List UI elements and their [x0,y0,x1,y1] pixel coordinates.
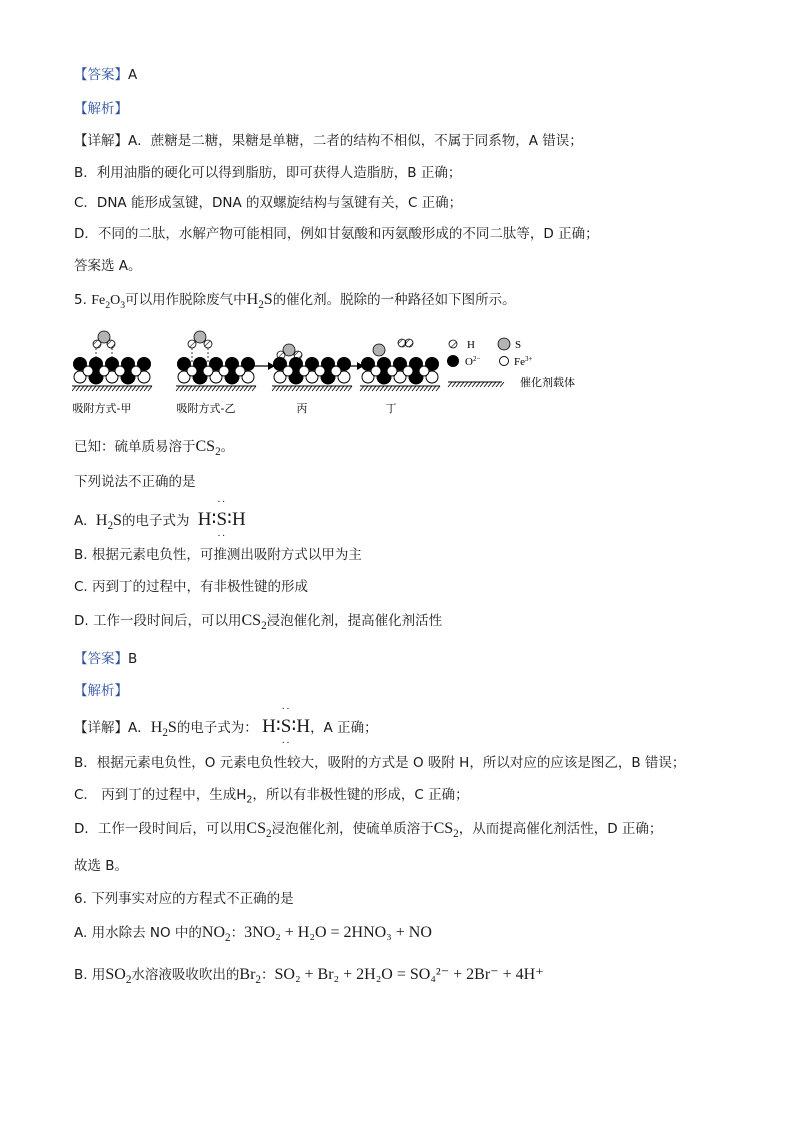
legend-fe-label: $Fe^{3+}$ [514,355,533,368]
support-hatch [212,386,216,391]
detail-tag: 【详解】 [74,133,128,149]
lattice-jia [72,331,152,391]
support-hatch [436,386,440,391]
answer-value: A [128,67,138,83]
support-hatch [452,382,456,387]
q5-detail-b: B．根据元素电负性，O 元素电负性较大，吸附的方式是 O 吸附 H，所以对应的应该是图乙，B 错误； [74,755,686,771]
support-hatch [200,386,204,391]
support-hatch [388,386,392,391]
support-hatch [140,386,144,391]
support-hatch [92,386,96,391]
question-number: 5. [74,292,87,308]
support-hatch [176,386,180,391]
q5-detail-a: 【详解】A．$H_2S$的电子式为： H∶ ·· S ·· ∶H，A 正确； [74,703,378,749]
iron-ion [131,366,141,376]
q5-option-a: A. $H_2S$的电子式为 H∶ ·· S ·· ∶H [74,496,246,542]
support-hatch [392,386,396,391]
support-hatch [368,386,372,391]
support-hatch [136,386,140,391]
support-hatch [400,386,404,391]
sulfur-atom [373,344,385,356]
support-hatch [196,386,200,391]
support-hatch [432,386,436,391]
support-hatch [204,386,208,391]
support-hatch [420,386,424,391]
legend-support-label: 催化剂载体 [520,376,575,389]
support-hatch [312,386,316,391]
iron-ion [99,366,109,376]
support-hatch [120,386,124,391]
legend-fe-symbol [500,357,509,366]
legend-h-label: H [467,339,475,351]
q5-question: 下列说法不正确的是 [74,474,196,490]
hydrogen-atom [277,351,285,359]
legend-o-symbol [447,355,459,367]
iron-ion [83,366,93,376]
support-hatch [344,386,348,391]
q4-detail-d: D．不同的二肽，水解产物可能相同，例如甘氨酸和丙氨酸形成的不同二肽等，D 正确； [74,226,599,242]
support-hatch [244,386,248,391]
equation-b: SO₂ + Br₂ + 2H₂O = SO₄²⁻ + 2Br⁻ + 4H⁺ [274,966,544,983]
iron-ion [419,366,429,376]
support-hatch [428,386,432,391]
caption-bing: 丙 [296,402,308,415]
support-hatch [408,386,412,391]
iron-ion [403,366,413,376]
q6-option-b: B. 用$SO_2$水溶液吸收吹出的$Br_2$：SO₂ + Br₂ + 2H₂O = SO₄²⁻ + 2Br⁻ + 4H⁺ [74,966,544,987]
q4-detail-a [74,132,583,150]
q5-detail-d: D．工作一段时间后，可以用$CS_2$浸泡催化剂，使硫单质溶于$CS_2$，从而提高催化剂活性，D 正确； [74,820,663,841]
q5-analysis: 【解析】 [74,683,128,699]
support-hatch [280,386,284,391]
q5-known: 已知：硫单质易溶于$CS_2$。 [74,438,235,459]
hydrogen-atom [107,340,115,348]
support-hatch [456,382,460,387]
lattice-yi [176,331,256,391]
support-hatch [416,386,420,391]
q5-conclusion: 故选 B。 [74,858,129,874]
support-hatch [184,386,188,391]
support-hatch [224,386,228,391]
q5-option-c: C. 丙到丁的过程中，有非极性键的形成 [74,579,309,595]
legend-h-symbol [449,340,457,348]
legend-s-label: S [515,339,522,351]
q5-option-b: B. 根据元素电负性，可推测出吸附方式以甲为主 [74,547,362,563]
formula-cs2: $CS_2$ [195,438,221,459]
q4-analysis [74,100,128,118]
support-hatch [472,382,476,387]
q6-option-a: A. 用水除去 NO 中的$NO_2$：3NO₂ + H₂O = 2HNO₃ + NO [74,924,432,945]
q4-answer [74,66,137,84]
support-hatch [124,386,128,391]
lattice-bing [272,344,352,391]
support-hatch [96,386,100,391]
q5-option-d: D. 工作一段时间后，可以用$CS_2$浸泡催化剂，提高催化剂活性 [74,612,443,633]
q4-detail-b: B．利用油脂的硬化可以得到脂肪，即可获得人造脂肪，B 正确； [74,165,462,181]
support-hatch [348,386,352,391]
support-hatch [80,386,84,391]
q5-detail-c: C． 丙到丁的过程中，生成$H_2$，所以有非极性键的形成，C 正确； [74,787,469,806]
legend-support-symbol [448,382,504,387]
support-hatch [320,386,324,391]
support-hatch [496,382,500,387]
equation-a: 3NO₂ + H₂O = 2HNO₃ + NO [244,924,432,941]
sulfur-atom [194,331,206,343]
analysis-tag: 【解析】 [74,101,128,117]
support-hatch [180,386,184,391]
support-hatch [72,386,76,391]
formula-h2s: $H_2S$ [246,291,273,312]
support-hatch [480,382,484,387]
support-hatch [324,386,328,391]
lattice-ding [360,339,440,391]
q4-conclusion: 答案选 A。 [74,258,142,274]
hydrogen-atom [93,340,101,348]
legend [447,338,575,389]
support-hatch [484,382,488,387]
support-hatch [292,386,296,391]
support-hatch [216,386,220,391]
iron-ion [315,366,325,376]
support-hatch [404,386,408,391]
formula-cs2: $CS_2$ [241,612,267,633]
support-hatch [332,386,336,391]
caption-yi: 吸附方式-乙 [176,402,236,415]
support-hatch [364,386,368,391]
support-hatch [188,386,192,391]
iron-ion [299,366,309,376]
stem-text: 的催化剂。脱除的一种路径如下图所示。 [272,292,516,308]
support-hatch [288,386,292,391]
support-hatch [220,386,224,391]
support-hatch [296,386,300,391]
support-hatch [488,382,492,387]
caption-ding: 丁 [385,402,397,415]
formula-h2s: $H_2S$ [150,719,177,740]
support-hatch [132,386,136,391]
support-hatch [84,386,88,391]
support-hatch [248,386,252,391]
support-hatch [300,386,304,391]
iron-ion [371,366,381,376]
support-hatch [272,386,276,391]
support-hatch [88,386,92,391]
support-hatch [340,386,344,391]
hydrogen-atom [294,351,302,359]
support-hatch [336,386,340,391]
answer-tag: 【答案】 [74,67,128,83]
electron-dot-h2s: H∶ ·· S ·· ∶H [262,703,311,749]
support-hatch [276,386,280,391]
support-hatch [252,386,256,391]
support-hatch [76,386,80,391]
formula-h2s: $H_2S$ [95,512,122,533]
support-hatch [228,386,232,391]
support-hatch [372,386,376,391]
support-hatch [304,386,308,391]
support-hatch [460,382,464,387]
q6-stem: 6. 下列事实对应的方程式不正确的是 [74,891,294,907]
support-hatch [240,386,244,391]
support-hatch [316,386,320,391]
pathway-diagram [72,330,612,420]
iron-ion [203,366,213,376]
support-hatch [236,386,240,391]
electron-dot-h2s: H∶ ·· S ·· ∶H [197,496,246,542]
hydrogen-atom [188,340,196,348]
support-hatch [500,382,504,387]
iron-ion [219,366,229,376]
support-hatch [476,382,480,387]
support-hatch [284,386,288,391]
support-hatch [192,386,196,391]
caption-jia: 吸附方式-甲 [72,402,132,415]
support-hatch [100,386,104,391]
support-hatch [232,386,236,391]
hydrogen-atom [204,340,212,348]
support-hatch [384,386,388,391]
hydrogen-atom [405,339,413,347]
iron-ion [331,366,341,376]
iron-ion [187,366,197,376]
support-hatch [208,386,212,391]
support-hatch [424,386,428,391]
iron-ion [387,366,397,376]
support-hatch [468,382,472,387]
support-hatch [108,386,112,391]
iron-ion [115,366,125,376]
q4-detail-c: C．DNA 能形成氢键，DNA 的双螺旋结构与氢键有关，C 正确； [74,195,463,211]
iron-ion [283,366,293,376]
support-hatch [380,386,384,391]
support-hatch [464,382,468,387]
support-hatch [492,382,496,387]
adsorption-pathway-figure [72,330,612,424]
q5-stem [74,291,516,315]
legend-o-label: $O^{2-}$ [465,355,481,368]
formula-fe2o3: $Fe_2O_3$ [91,293,126,311]
support-hatch [116,386,120,391]
legend-s-symbol [498,338,510,350]
support-hatch [308,386,312,391]
support-hatch [328,386,332,391]
q5-answer: 【答案】B [74,651,138,667]
support-hatch [148,386,152,391]
support-hatch [412,386,416,391]
support-hatch [144,386,148,391]
detail-text: A．蔗糖是二糖，果糖是单糖，二者的结构不相似，不属于同系物，A 错误； [128,133,583,149]
iron-ion [235,366,245,376]
support-hatch [104,386,108,391]
support-hatch [396,386,400,391]
support-hatch [376,386,380,391]
support-hatch [360,386,364,391]
support-hatch [448,382,452,387]
stem-text: 可以用作脱除废气中 [125,292,247,308]
support-hatch [128,386,132,391]
support-hatch [112,386,116,391]
